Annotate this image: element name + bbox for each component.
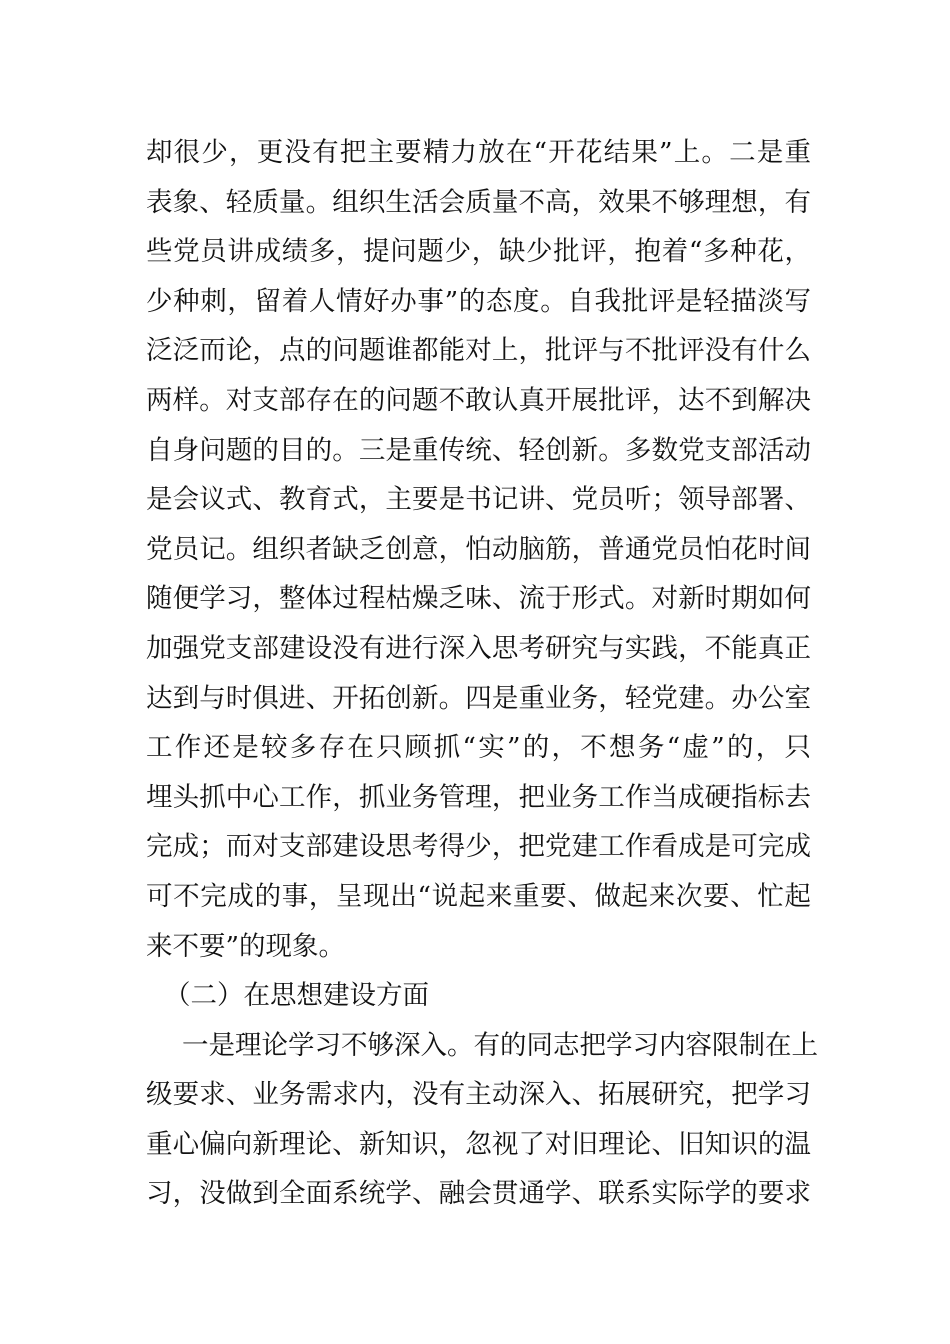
text-line: 埋头抓中心工作，抓业务管理，把业务工作当成硬指标去 [146,781,811,813]
text-line: 些党员讲成绩多，提问题少，缺少批评，抱着“多种花， [146,236,811,268]
paragraph-last-line: 来不要”的现象。 [146,930,346,962]
text-line: 习，没做到全面系统学、融会贯通学、联系实际学的要求 [146,1178,811,1210]
text-line: 随便学习，整体过程枯燥乏味、流于形式。对新时期如何 [146,583,811,615]
text-line: 自身问题的目的。三是重传统、轻创新。多数党支部活动 [146,434,811,466]
body-text [146,128,818,1219]
text-line: 重心偏向新理论、新知识，忽视了对旧理论、旧知识的温 [146,1128,811,1160]
text-line: 泛泛而论，点的问题谁都能对上，批评与不批评没有什么 [146,335,811,367]
text-line: 两样。对支部存在的问题不敢认真开展批评，达不到解决 [146,384,811,416]
text-line: 完成；而对支部建设思考得少，把党建工作看成是可完成 [146,831,811,863]
text-line: 表象、轻质量。组织生活会质量不高，效果不够理想，有 [146,186,811,218]
text-line: 工作还是较多存在只顾抓“实”的，不想务“虚”的，只 [146,732,811,764]
section-heading: （二）在思想建设方面 [164,980,429,1012]
text-line: 党员记。组织者缺乏创意，怕动脑筋，普通党员怕花时间 [146,533,811,565]
text-line: 级要求、业务需求内，没有主动深入、拓展研究，把学习 [146,1079,811,1111]
text-line: 加强党支部建设没有进行深入思考研究与实践，不能真正 [146,632,811,664]
text-line: 少种刺，留着人情好办事”的态度。自我批评是轻描淡写 [146,285,811,317]
text-line: 却很少，更没有把主要精力放在“开花结果”上。二是重 [146,137,811,168]
text-line: 达到与时俱进、开拓创新。四是重业务，轻党建。办公室 [146,682,811,714]
text-line: 是会议式、教育式，主要是书记讲、党员听；领导部署、 [146,484,811,516]
paragraph-first-line: 一是理论学习不够深入。有的同志把学习内容限制在上 [182,1029,818,1061]
text-line: 可不完成的事，呈现出“说起来重要、做起来次要、忙起 [146,880,811,912]
